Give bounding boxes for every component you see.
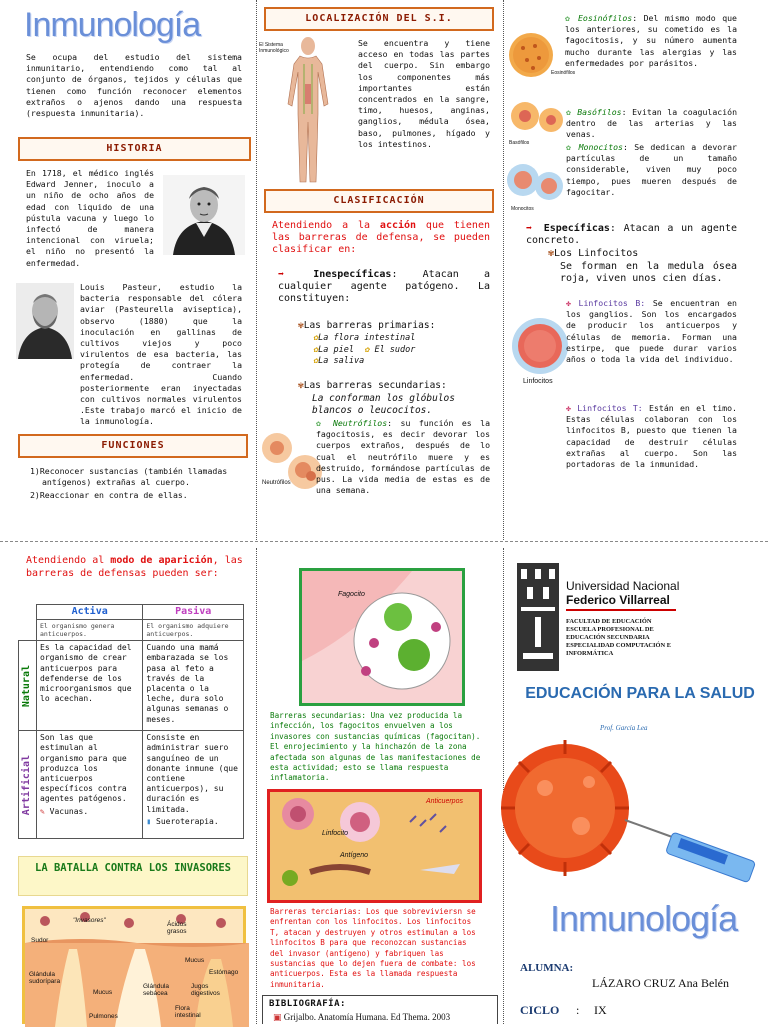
- neutrofilos-label: Neutrófilos: [332, 418, 388, 428]
- sub-activa: El organismo genera anticuerpos.: [37, 620, 143, 641]
- linfocitos-heading: [548, 248, 638, 259]
- bug-icon: ✾: [548, 248, 555, 259]
- artificial-pasiva: Consiste en administrar suero sanguíneo de un donante inmune (que contiene anticuerpos), su duración es limitada.: [146, 733, 238, 814]
- row-natural: Natural: [21, 664, 32, 707]
- batalla-label: Flora intestinal: [175, 1005, 201, 1019]
- monocitos-block: [566, 142, 737, 198]
- university-line1: Universidad Nacional: [566, 579, 680, 593]
- linfocitos-text: Se forman en la medula ósea roja, viven unos cien días.: [560, 261, 737, 284]
- eosinofilos-label: Eosinófilos: [577, 13, 633, 23]
- flower-icon: ✿: [313, 333, 319, 343]
- university-line2: Federico Villarreal: [566, 593, 670, 607]
- arrow-icon: ➡: [278, 269, 285, 280]
- list-item: 2)Reaccionar en contra de ellas.: [30, 490, 188, 501]
- cover-title: Inmunología: [550, 898, 738, 939]
- linfocitos-t-label: Linfocitos T:: [577, 403, 643, 413]
- university-logo: [517, 563, 559, 671]
- ciclo-value: IX: [594, 1003, 607, 1017]
- faculty-line: ESCUELA PROFESIONAL DE: [566, 626, 654, 633]
- virus-syringe-image: [505, 738, 768, 898]
- neutrofilos-block: [316, 418, 490, 496]
- linfocito-illustration: [267, 789, 482, 903]
- list-item: La saliva: [318, 356, 365, 366]
- barreras-secundarias: [298, 380, 447, 391]
- list-item: 1)Reconocer sustancias (también llamadas antígenos) extrañas al cuerpo.: [30, 466, 228, 488]
- funciones-heading: FUNCIONES: [18, 434, 248, 458]
- artificial-pasiva-cell: [143, 731, 244, 839]
- linfocitos-caption: Linfocitos: [523, 378, 553, 385]
- batalla-label: Glándula sebácea: [143, 983, 170, 997]
- column-divider: [503, 548, 504, 1024]
- batalla-label: Estómago: [209, 969, 239, 976]
- faculty-line: FACULTAD DE EDUCACIÓN: [566, 618, 652, 625]
- terciarias-caption: Barreras terciarias: Los que sobreviviersn se enfrentan con los linfocitos. Los linfocitos T, atacan y destruyen y otros estimulan a los linfocitos B para que reconozcan sustancias del invasor (antígeno) y fabriquen las sustancias que lo dejen fuera de combate: los anticuerpos. Esta es la llamada respuesta inmunitaria.: [270, 907, 476, 989]
- intro-text: que tienen las barreras de defensa, se pueden clasificar en:: [272, 220, 490, 255]
- page-title: Inmunología: [24, 6, 201, 44]
- primarias-list: [313, 333, 415, 368]
- batalla-illustration: [22, 906, 246, 1024]
- sueroterapia-label: Sueroterapia.: [156, 816, 219, 826]
- batalla-label: Pulmones: [89, 1013, 118, 1020]
- batalla-label: Ácidos grasos: [167, 921, 187, 935]
- faculty-line: INFORMÁTICA: [566, 650, 614, 657]
- faculty-line: EDUCACIÓN SECUNDARIA: [566, 634, 650, 641]
- intro-emphasis: acción: [379, 220, 417, 231]
- row-artificial: Artificial: [21, 754, 32, 815]
- batalla-heading: LA BATALLA CONTRA LOS INVASORES: [18, 856, 248, 896]
- basofilos-text: : Evitan la coagulación dentro de las arterias y las venas.: [566, 107, 737, 140]
- flower-icon: ✿: [313, 356, 319, 366]
- star-icon: ✤: [566, 403, 571, 413]
- book-icon: ▣: [273, 1012, 282, 1022]
- localizacion-text: Se encuentra y tiene acceso en todas las partes del cuerpo. Sin embargo los componentes más importantes están concentrados en la sangre, timo, huesos, anginas, ganglios, médula ósea, baso, pulmones, hígado y los intestinos.: [358, 38, 490, 149]
- column-divider: [256, 0, 257, 540]
- flower-icon: ✿: [566, 142, 573, 152]
- linfocito-label: Linfocito: [322, 830, 349, 837]
- vacunas-label: Vacunas.: [49, 806, 89, 816]
- vial-icon: ▮: [146, 816, 152, 826]
- column-divider: [256, 548, 257, 1024]
- list-item: La piel: [318, 344, 354, 355]
- intro-text: Atendiendo a la: [272, 220, 380, 231]
- column-divider: [503, 0, 504, 540]
- faculty-block: [566, 618, 671, 658]
- immune-system-figure: [258, 34, 354, 184]
- especificas-text: : Atacan a un agente concreto.: [526, 223, 737, 246]
- monocitos-label: Monocitos: [578, 142, 623, 152]
- localizacion-heading: LOCALIZACIÓN DEL S.I.: [264, 7, 494, 31]
- batalla-label: Jugos digestivos: [191, 983, 220, 997]
- eosinofilos-block: [565, 13, 737, 69]
- clasificacion-heading: CLASIFICACIÓN: [264, 189, 494, 213]
- sub-pasiva: El organismo adquiere anticuerpos.: [143, 620, 244, 641]
- jenner-portrait: [163, 175, 245, 255]
- intro-text: Atendiendo al: [26, 555, 111, 566]
- especificas-block: [526, 223, 737, 247]
- historia-heading: HISTORIA: [18, 137, 251, 161]
- fagocito-label: Fagocito: [338, 591, 365, 598]
- flower-icon: ✿: [565, 13, 572, 23]
- linfocitos-t-text: Están en el timo. Estas células colaboran con los linfocitos B, puesto que tienen la capacidad de destruir células extrañas al cuerpo. Son las portadoras de la inmunidad.: [566, 403, 737, 470]
- neutrofilos-text: : su función es la fagocitosis, es decir devorar los cuerpos extraños, después de lo cual el neutrófilo muere y es destruido, formándose partículas de pus. La vida media de estas es de una semana.: [316, 418, 491, 496]
- natural-pasiva: Cuando una mamá embarazada se los pasa al feto a través de la placenta o la leche, dura solo algunas semanas o meses.: [143, 641, 244, 731]
- basofilos-block: [566, 107, 737, 141]
- artificial-activa: Son las que estimulan al organismo para que produzca los anticuerpos específicos contra agentes patógenos.: [40, 733, 127, 804]
- batalla-label: Mucus: [93, 989, 113, 996]
- pasteur-portrait: [16, 283, 74, 359]
- bibliografia-text: Grijalbo. Anatomía Humana. Ed Thema. 2003: [283, 1012, 451, 1022]
- secundarias-text: La conforman los glóbulos blancos o leucocitos.: [312, 393, 455, 416]
- linfocitos-image: [508, 312, 572, 390]
- immunity-table: [18, 604, 244, 839]
- batalla-label: Sudor: [31, 937, 49, 944]
- intro-emphasis: modo de aparición: [110, 555, 213, 566]
- fagocito-illustration: [299, 568, 465, 706]
- flower-icon: ✿: [313, 344, 319, 355]
- linfocitos-b-text: Se encuentran en los ganglios. Son los encargados de producir los anticuerpos y células de memoria. Forman una estirpe, que puede durar varios años o toda la vida del individuo.: [566, 298, 737, 365]
- bug-icon: ✾: [298, 380, 304, 391]
- monocitos-text: : Se dedican a devorar partículas de un tamaño considerable, viven muy poco tiempo, pues mueren después de fagocitar.: [566, 142, 737, 197]
- linfocitos-b-label: Linfocitos B:: [578, 298, 646, 308]
- batalla-label: Glándula sudorípara: [29, 971, 61, 985]
- eosinofilos-text: : Del mismo modo que los anteriores, su cometido es la fagocitosis, y su número aumenta mucho durante las alergias y las enfermedades por parásitos.: [565, 13, 737, 68]
- antigeno-label: Antígeno: [340, 852, 369, 859]
- barreras-primarias: [298, 320, 435, 331]
- flower-icon: ✿: [316, 418, 325, 428]
- intro-paragraph: Se ocupa del estudio del sistema inmunitario, entendiendo como tal al conjunto de órganos, tejidos y células que tienen como función reconocer elementos extraños o ajenos dando una respuesta (respuesta inmunitaria).: [26, 52, 242, 119]
- list-item: La flora intestinal: [318, 333, 416, 343]
- aparicion-intro: [26, 555, 246, 580]
- col-pasiva: Pasiva: [143, 605, 244, 620]
- neutrofilos-caption: Neutrófilos: [262, 480, 291, 486]
- bibliografia-box: [262, 995, 498, 1024]
- clasificacion-intro: [272, 220, 490, 256]
- barreras-secundarias-label: Las barreras secundarias:: [303, 380, 447, 391]
- basofilos-caption: Basófilos: [509, 140, 530, 146]
- eosinofilos-caption: Eosinófilos: [551, 70, 576, 76]
- historia-paragraph-1-cont: [26, 259, 242, 281]
- linfocitos-b-block: [566, 298, 737, 365]
- bug-icon: ✾: [298, 320, 304, 331]
- arrow-icon: ➡: [526, 223, 533, 234]
- artificial-activa-cell: [37, 731, 143, 839]
- batalla-label: Mucus: [185, 957, 205, 964]
- course-title: EDUCACIÓN PARA LA SALUD: [525, 685, 755, 702]
- bibliografia-item: [273, 1012, 450, 1023]
- professor: Prof. García Lea: [600, 724, 648, 732]
- historia-paragraph-1: En 1718, el médico inglés Edward Jenner, inoculo a un niño de ocho años de edad con liquido de una pústula vacuna y luego lo infectó de manera intencional con viruela; el niño no presentó la enfermedad.: [26, 168, 154, 268]
- monocitos-caption: Monocitos: [511, 206, 534, 212]
- intro-text: , las barreras de defensas pueden ser:: [26, 555, 243, 579]
- funciones-list: [30, 466, 242, 502]
- leukocytes-images: [505, 10, 576, 230]
- inespecificas-block: [278, 269, 490, 305]
- fold-line: [0, 541, 768, 542]
- linfocitos-t-block: [566, 403, 737, 470]
- ciclo-label: CICLO: [520, 1003, 560, 1017]
- barreras-primarias-label: Las barreras primarias:: [303, 320, 436, 331]
- figure-label: El Sistema Inmunológico: [259, 42, 289, 54]
- linfocitos-heading-text: Los Linfocitos: [554, 248, 639, 259]
- ciclo-separator: :: [576, 1003, 580, 1017]
- faculty-line: ESPECIALIDAD COMPUTACIÓN E: [566, 642, 671, 649]
- historia-paragraph-2: Louis Pasteur, estudio la bacteria responsable del cólera aviar (Pasteurella aviseptica), observo (1880) que la inoculación en gallinas de cultivos viejos y poco virulentos de esa bacteria, las protegía de contraer la enfermedad. Cuando posteriormente eran inyectadas con cultivos normales virulentos .Este trabajo marcó el inicio de la inmunología.: [80, 282, 242, 427]
- logo-rule: [566, 609, 676, 611]
- secundarias-caption: Barreras secundarias: Una vez producida la infección, los fagocitos envuelven a los invasores con sustancias químicas (fagocitan). El enrojecimiento y la hinchazón de la zona afectada son algunas de las manifestaciones de esta actividad; esto se llama respuesta inflamatoria.: [270, 711, 481, 783]
- alumna-name: LÁZARO CRUZ Ana Belén: [592, 976, 729, 990]
- bibliografia-label: BIBLIOGRAFÍA:: [269, 999, 346, 1009]
- star-icon: ✤: [566, 298, 571, 308]
- flower-icon: ✿: [364, 344, 370, 355]
- basofilos-label: Basófilos: [577, 107, 622, 117]
- flower-icon: ✿: [566, 107, 572, 117]
- inespecificas-label: Inespecíficas: [313, 269, 392, 280]
- alumna-label: ALUMNA:: [520, 962, 574, 974]
- syringe-icon: ✎: [40, 806, 45, 816]
- col-activa: Activa: [37, 605, 143, 620]
- especificas-label: Específicas: [543, 223, 610, 234]
- inespecificas-text: : Atacan a cualquier agente patógeno. La constituyen:: [278, 269, 490, 304]
- anticuerpos-label: Anticuerpos: [426, 798, 463, 805]
- batalla-label: "Invasores": [73, 917, 106, 924]
- natural-activa: Es la capacidad del organismo de crear anticuerpos para defenderse de los microorganismos que lo acechan.: [37, 641, 143, 731]
- list-item: El sudor: [374, 344, 416, 355]
